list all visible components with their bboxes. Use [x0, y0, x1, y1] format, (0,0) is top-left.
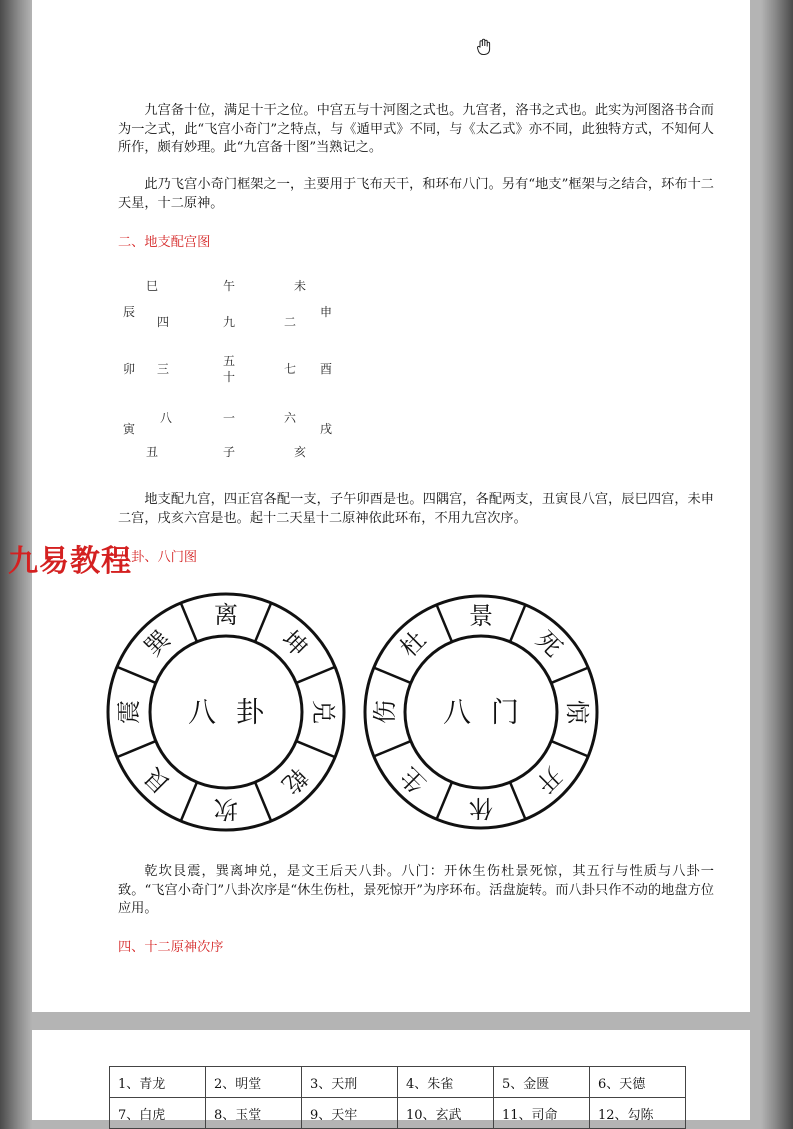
inner-ring	[405, 636, 557, 788]
table-cell: 4、朱雀	[398, 1067, 494, 1098]
bagua-bamen-diagram	[32, 0, 750, 900]
inner-ring	[150, 636, 302, 788]
bagua-wheel	[108, 594, 344, 830]
table-cell: 6、天德	[590, 1067, 686, 1098]
segment-divider	[296, 667, 335, 683]
grid-cell: 申	[319, 305, 332, 319]
grid-cell: 卯	[122, 362, 135, 376]
table-cell: 5、金匮	[494, 1067, 590, 1098]
segment-divider	[117, 667, 156, 683]
segment-divider	[551, 741, 588, 756]
segment-divider	[374, 668, 411, 683]
paragraph-bagua-explanation: 乾坎艮震，巽离坤兑，是文王后天八卦。八门：开休生伤杜景死惊，其五行与性质与八卦一致。“飞宫小奇门”八卦次序是“休生伤杜，景死惊开”为序环布。活盘旋转。而八卦只作不动的地盘方位应用。	[118, 864, 714, 916]
grid-cell: 八	[159, 411, 172, 425]
segment-label: 生	[394, 761, 432, 799]
table-cell: 10、玄武	[398, 1098, 494, 1129]
segment-label: 离	[214, 601, 238, 629]
segment-label: 艮	[139, 762, 176, 799]
center-label: 卦	[235, 695, 265, 729]
table-cell: 9、天牢	[302, 1098, 398, 1129]
paragraph-branch-assignment: 地支配九宫，四正宫各配一支，子午卯酉是也。四隅宫，各配两支，丑寅艮八宫，辰巳四宫，未申二宫，戌亥六宫是也。起十二天星十二原神依此环布，不用九宫次序。	[118, 492, 714, 526]
table-cell: 7、白虎	[110, 1098, 206, 1129]
segment-label: 休	[469, 794, 493, 822]
grid-cell: 四	[156, 315, 169, 329]
grid-cell: 午	[222, 279, 235, 293]
segment-label: 杜	[394, 625, 432, 663]
grid-cell: 七	[283, 362, 296, 376]
outer-ring	[108, 594, 344, 830]
segment-divider	[255, 782, 271, 821]
segment-divider	[510, 605, 525, 642]
center-label: 门	[490, 695, 520, 729]
outer-ring	[365, 596, 597, 828]
segment-divider	[117, 741, 156, 757]
grid-cell: 九	[222, 315, 235, 329]
heading-bagua-bamen: 八卦、八门图	[118, 550, 198, 565]
table-cell: 12、勾陈	[590, 1098, 686, 1129]
segment-label: 死	[530, 625, 568, 663]
grid-cell: 十	[222, 370, 235, 384]
segment-label: 震	[115, 700, 143, 724]
segment-divider	[374, 741, 411, 756]
grid-cell: 五	[222, 354, 235, 368]
twelve-gods-table	[109, 1066, 686, 1129]
grid-cell: 辰	[122, 305, 135, 319]
grid-cell: 三	[156, 362, 169, 376]
segment-divider	[296, 741, 335, 757]
grid-cell: 未	[293, 279, 306, 293]
segment-label: 开	[530, 761, 568, 799]
heading-earthly-branches: 二、地支配宫图	[118, 235, 211, 250]
table-cell: 1、青龙	[110, 1067, 206, 1098]
bamen-wheel	[365, 596, 597, 828]
table-row	[110, 1067, 686, 1098]
segment-label: 坤	[276, 625, 313, 662]
segment-divider	[181, 782, 197, 821]
segment-divider	[181, 603, 197, 642]
segment-divider	[437, 605, 452, 642]
paragraph-nine-palaces: 九宫备十位，满足十干之位。中宫五与十河图之式也。九宫者，洛书之式也。此实为河图洛书合而为一之式，此“飞宫小奇门”之特点，与《遁甲式》不同，与《太乙式》亦不同，此独特方式，不知何人所作，颇有妙理。此“九宫备十图”当熟记之。	[118, 103, 714, 155]
table-cell: 8、玉堂	[206, 1098, 302, 1129]
segment-label: 兑	[309, 700, 337, 724]
document-page-2	[32, 1030, 750, 1123]
grid-cell: 一	[222, 411, 235, 425]
table-cell: 3、天刑	[302, 1067, 398, 1098]
grid-cell: 二	[283, 315, 296, 329]
grid-cell: 酉	[319, 362, 332, 376]
table-cell: 2、明堂	[206, 1067, 302, 1098]
segment-divider	[255, 603, 271, 642]
segment-divider	[437, 782, 452, 819]
watermark-logo: 九易教程	[8, 544, 132, 579]
grid-cell: 亥	[293, 445, 306, 459]
grid-cell: 寅	[122, 422, 135, 436]
table-row	[110, 1098, 686, 1129]
segment-divider	[551, 668, 588, 683]
grid-cell: 子	[222, 445, 235, 459]
segment-divider	[510, 782, 525, 819]
segment-label: 巽	[139, 625, 176, 662]
paragraph-framework: 此乃飞宫小奇门框架之一，主要用于飞布天干，和环布八门。另有“地支”框架与之结合，环布十二天星，十二原神。	[118, 177, 714, 211]
grid-cell: 戌	[319, 422, 332, 436]
grid-cell: 巳	[145, 279, 158, 293]
grid-cell: 丑	[145, 445, 158, 459]
grid-cell: 六	[283, 411, 296, 425]
center-label: 八	[187, 695, 217, 729]
segment-label: 伤	[371, 700, 399, 724]
segment-label: 乾	[276, 762, 313, 799]
segment-label: 坎	[214, 795, 238, 823]
segment-label: 惊	[563, 700, 591, 724]
document-page-1	[32, 0, 750, 1012]
center-label: 八	[442, 695, 472, 729]
table-cell: 11、司命	[494, 1098, 590, 1129]
heading-twelve-gods: 四、十二原神次序	[118, 940, 224, 955]
segment-label: 景	[469, 602, 493, 630]
